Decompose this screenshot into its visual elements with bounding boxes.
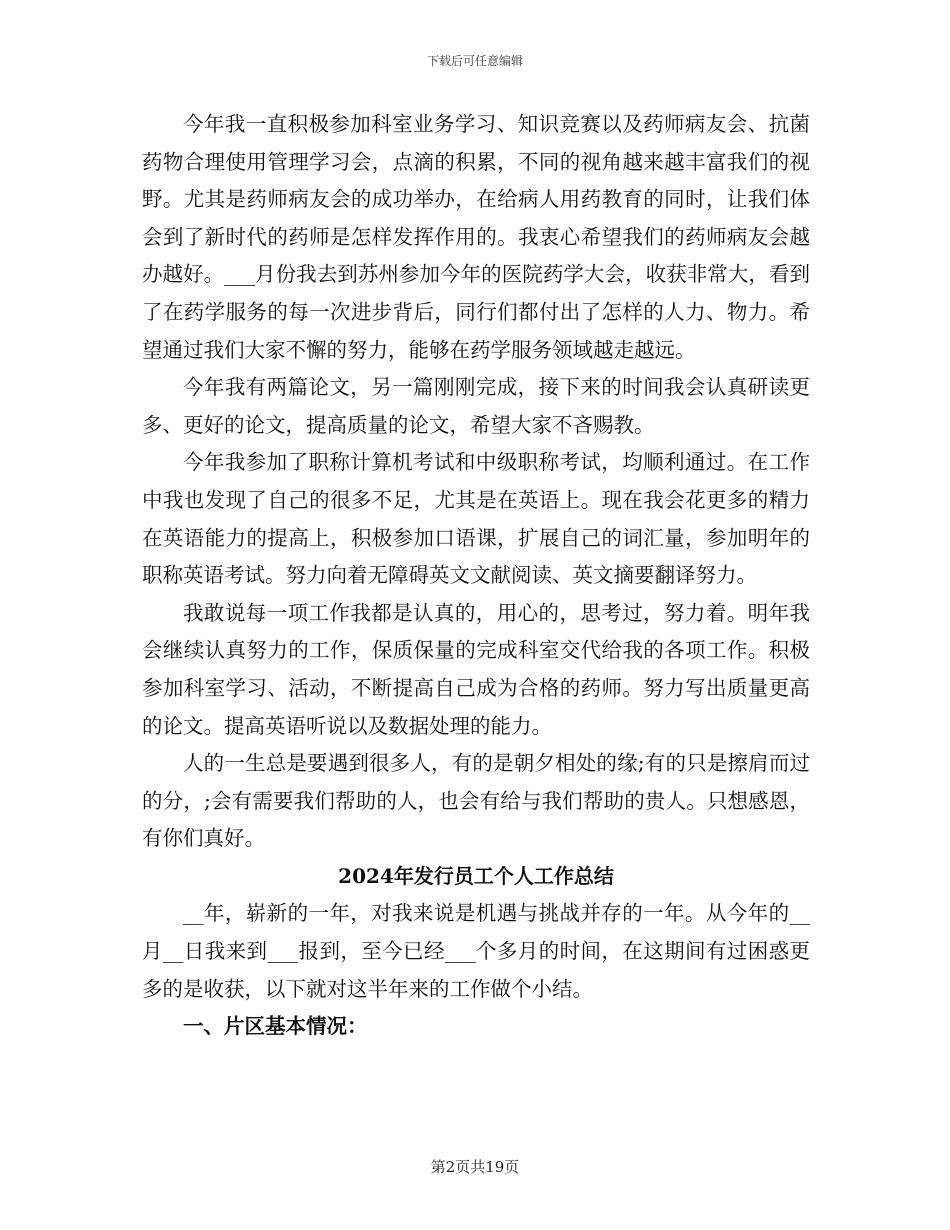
paragraph-papers: 今年我有两篇论文，另一篇刚刚完成，接下来的时间我会认真研读更多、更好的论文，提高质量的论文，希望大家不吝赐教。 (142, 375, 810, 437)
page-number: 第2页共19页 (430, 1158, 520, 1176)
page-header: 下载后可任意编辑 (426, 54, 523, 68)
paragraph-gratitude: 人的一生总是要遇到很多人，有的是朝夕相处的缘;有的只是擦肩而过的分，;会有需要我们帮助的人，也会有给与我们帮助的贵人。只想感恩，有你们真好。 (142, 751, 810, 851)
paragraph-study-activities: 今年我一直积极参加科室业务学习、知识竞赛以及药师病友会、抗菌药物合理使用管理学习会，点滴的积累，不同的视角越来越丰富我们的视野。尤其是药师病友会的成功举办，在给病人用药教育的同时，让我们体会到了新时代的药师是怎样发挥作用的。我衷心希望我们的药师病友会越办越好。___月份我去到苏州参加今年的医院药学大会，收获非常大，看到了在药学服务的每一次进步背后，同行们都付出了怎样的人力、物力。希望通过我们大家不懈的努力，能够在药学服务领域越走越远。 (142, 112, 810, 362)
paragraph-work-plan: 我敢说每一项工作我都是认真的，用心的，思考过，努力着。明年我会继续认真努力的工作，保质保量的完成科室交代给我的各项工作。积极参加科室学习、活动，不断提高自己成为合格的药师。努力写出质量更高的论文。提高英语听说以及数据处理的能力。 (142, 600, 810, 738)
section-heading-1: 一、片区基本情况： (183, 1014, 368, 1039)
paragraph-exams: 今年我参加了职称计算机考试和中级职称考试，均顺利通过。在工作中我也发现了自己的很多不足，尤其是在英语上。现在我会花更多的精力在英语能力的提高上，积极参加口语课，扩展自己的词汇量，参加明年的职称英语考试。努力向着无障碍英文文献阅读、英文摘要翻译努力。 (142, 450, 810, 588)
document-body (142, 106, 810, 1046)
paragraph-section-intro: __年，崭新的一年，对我来说是机遇与挑战并存的一年。从今年的__月__日我来到___报到，至今已经___个多月的时间，在这期间有过困惑更多的是收获，以下就对这半年来的工作做个小结。 (142, 901, 810, 1001)
section-title: 2024年发行员工个人工作总结 (338, 863, 614, 888)
